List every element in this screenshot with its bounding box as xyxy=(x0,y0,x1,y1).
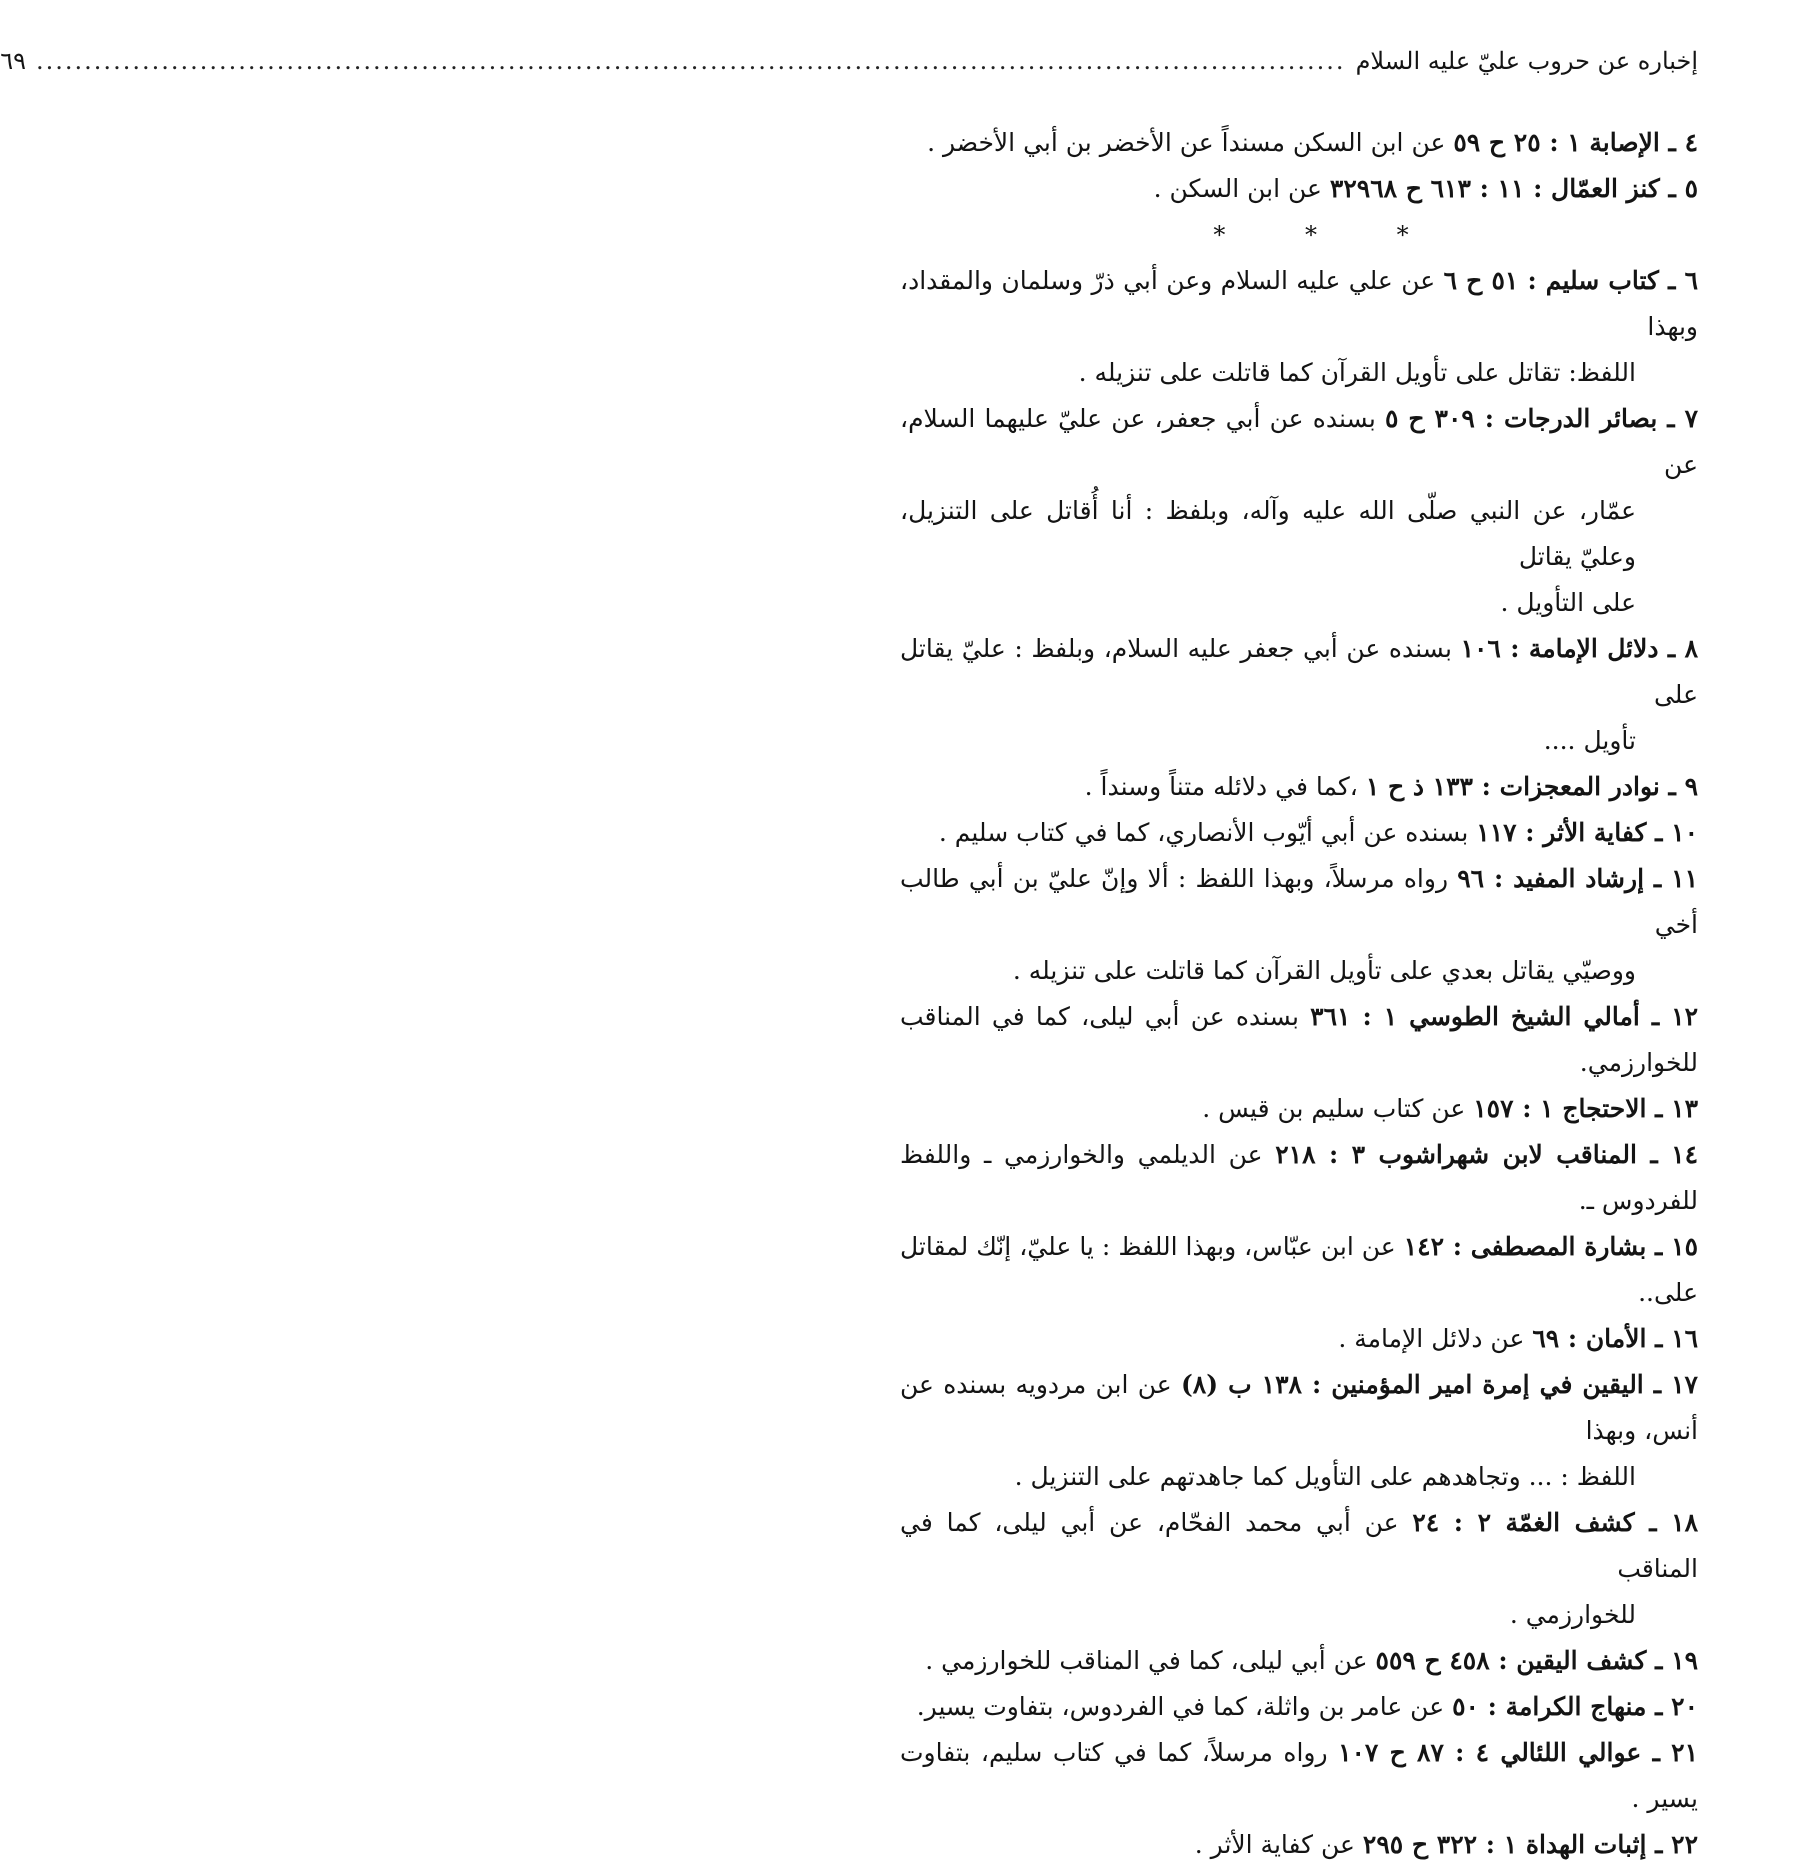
reference-first-line xyxy=(900,764,1698,810)
reference-entry xyxy=(900,1500,1698,1638)
reference-continuation: ووصيّي يقاتل بعدي على تأويل القرآن كما قاتلت على تنزيله . xyxy=(1012,956,1636,985)
reference-entry xyxy=(900,1730,1698,1822)
reference-source: ٢١ ـ عوالي اللئالي ٤ : ٨٧ ح ١٠٧ xyxy=(1338,1738,1699,1767)
reference-first-line xyxy=(900,1224,1698,1316)
reference-entry xyxy=(900,1132,1698,1224)
reference-text: بسنده عن أبي أيّوب الأنصاري، كما في كتاب سليم . xyxy=(938,818,1469,847)
reference-continuation: تأويل .... xyxy=(1543,726,1636,755)
reference-entry xyxy=(900,120,1698,166)
reference-first-line xyxy=(900,1316,1698,1362)
reference-source: ١٩ ـ كشف اليقين : ٤٥٨ ح ٥٥٩ xyxy=(1375,1646,1698,1675)
reference-source: ٩ ـ نوادر المعجزات : ١٣٣ ذ ح ١ xyxy=(1365,772,1698,801)
reference-source: ٦ ـ كتاب سليم : ٥١ ح ٦ xyxy=(1443,266,1699,295)
reference-text: عن كفاية الأثر . xyxy=(1194,1830,1355,1859)
reference-entry xyxy=(900,1822,1698,1868)
reference-continuation: للخوارزمي . xyxy=(1509,1600,1636,1629)
reference-text: عن دلائل الإمامة . xyxy=(1338,1324,1525,1353)
reference-entry xyxy=(900,764,1698,810)
reference-text: عن ابن السكن مسنداً عن الأخضر بن أبي الأخضر . xyxy=(927,128,1446,157)
reference-source: ٥ ـ كنز العمّال : ١١ : ٦١٣ ح ٣٢٩٦٨ xyxy=(1329,174,1698,203)
reference-text: عن أبي محمد الفحّام، عن أبي ليلى، كما في المناقب xyxy=(900,1508,1698,1583)
reference-first-line xyxy=(900,166,1698,212)
chapter-title: إخباره عن حروب عليّ عليه السلام xyxy=(1355,47,1698,75)
reference-source: ١٤ ـ المناقب لابن شهراشوب ٣ : ٢١٨ xyxy=(1275,1140,1699,1169)
reference-text: عن ابن مردويه بسنده عن أنس، وبهذا xyxy=(900,1370,1698,1445)
reference-first-line xyxy=(900,1684,1698,1730)
dot-leader: ........................................................................................................................................ xyxy=(36,47,1346,75)
reference-entry xyxy=(900,166,1698,212)
reference-text: عن علي عليه السلام وعن أبي ذرّ وسلمان والمقداد، وبهذا xyxy=(900,266,1698,341)
reference-entry xyxy=(900,1638,1698,1684)
reference-text: رواه مرسلاً، وبهذا اللفظ : ألا وإنّ عليّ بن أبي طالب أخي xyxy=(900,864,1698,939)
reference-first-line xyxy=(900,1638,1698,1684)
reference-first-line xyxy=(900,120,1698,166)
reference-first-line xyxy=(900,1500,1698,1592)
reference-continuation: عمّار، عن النبي صلّى الله عليه وآله، وبلفظ : أنا أُقاتل على التنزيل، وعليّ يقاتل xyxy=(900,496,1636,571)
reference-continuation: اللفظ: تقاتل على تأويل القرآن كما قاتلت على تنزيله . xyxy=(1078,358,1636,387)
reference-text: بسنده عن أبي جعفر، عن عليّ عليهما السلام، عن xyxy=(900,404,1698,479)
reference-first-line xyxy=(900,1086,1698,1132)
reference-text: عن الديلمي والخوارزمي ـ واللفظ للفردوس ـ. xyxy=(900,1140,1698,1215)
reference-text: عن ابن عبّاس، وبهذا اللفظ : يا عليّ، إنّك لمقاتل على.. xyxy=(900,1232,1698,1307)
reference-first-line xyxy=(900,1362,1698,1454)
page-number: ٦٩ xyxy=(0,47,27,75)
reference-entry xyxy=(900,396,1698,626)
reference-source: ١٠ ـ كفاية الأثر : ١١٧ xyxy=(1476,818,1698,847)
reference-entry xyxy=(900,626,1698,764)
reference-text: ،كما في دلائله متناً وسنداً . xyxy=(1084,772,1358,801)
reference-source: ١٧ ـ اليقين في إمرة امير المؤمنين : ١٣٨ ب (٨) xyxy=(1180,1370,1698,1399)
reference-first-line xyxy=(900,810,1698,856)
reference-first-line xyxy=(900,396,1698,488)
references-after-separator xyxy=(900,258,1698,1868)
section-separator: * * * xyxy=(1213,221,1445,249)
reference-entry xyxy=(900,994,1698,1086)
reference-first-line xyxy=(900,258,1698,350)
reference-first-line xyxy=(900,856,1698,948)
references-list xyxy=(900,120,1698,1868)
reference-source: ٤ ـ الإصابة ١ : ٢٥ ح ٥٩ xyxy=(1453,128,1698,157)
reference-source: ٧ ـ بصائر الدرجات : ٣٠٩ ح ٥ xyxy=(1385,404,1698,433)
reference-entry xyxy=(900,1224,1698,1316)
reference-source: ١٢ ـ أمالي الشيخ الطوسي ١ : ٣٦١ xyxy=(1310,1002,1698,1031)
reference-source: ١٨ ـ كشف الغمّة ٢ : ٢٤ xyxy=(1412,1508,1698,1537)
reference-text: رواه مرسلاً، كما في كتاب سليم، بتفاوت يسير . xyxy=(900,1738,1698,1813)
reference-text: عن كتاب سليم بن قيس . xyxy=(1202,1094,1466,1123)
reference-entry xyxy=(900,1086,1698,1132)
reference-first-line xyxy=(900,1132,1698,1224)
reference-source: ١٥ ـ بشارة المصطفى : ١٤٢ xyxy=(1403,1232,1699,1261)
reference-entry xyxy=(900,856,1698,994)
references-before-separator xyxy=(900,120,1698,212)
reference-entry xyxy=(900,1684,1698,1730)
reference-entry xyxy=(900,1316,1698,1362)
reference-entry xyxy=(900,1362,1698,1500)
reference-first-line xyxy=(900,626,1698,718)
reference-first-line xyxy=(900,994,1698,1086)
reference-text: بسنده عن أبي ليلى، كما في المناقب للخوارزمي. xyxy=(900,1002,1698,1077)
reference-source: ٨ ـ دلائل الإمامة : ١٠٦ xyxy=(1460,634,1698,663)
reference-text: عن أبي ليلى، كما في المناقب للخوارزمي . xyxy=(925,1646,1368,1675)
reference-continuation: اللفظ : ... وتجاهدهم على التأويل كما جاهدتهم على التنزيل . xyxy=(1014,1462,1636,1491)
reference-source: ٢٢ ـ إثبات الهداة ١ : ٣٢٢ ح ٢٩٥ xyxy=(1362,1830,1698,1859)
reference-source: ١٣ ـ الاحتجاج ١ : ١٥٧ xyxy=(1473,1094,1698,1123)
reference-text: عن ابن السكن . xyxy=(1153,174,1322,203)
reference-source: ١٦ ـ الأمان : ٦٩ xyxy=(1532,1324,1698,1353)
reference-entry xyxy=(900,258,1698,396)
reference-entry xyxy=(900,810,1698,856)
reference-text: بسنده عن أبي جعفر عليه السلام، وبلفظ : عليّ يقاتل على xyxy=(900,634,1698,709)
reference-source: ٢٠ ـ منهاج الكرامة : ٥٠ xyxy=(1452,1692,1698,1721)
reference-first-line xyxy=(900,1822,1698,1868)
reference-continuation: على التأويل . xyxy=(1500,588,1636,617)
reference-source: ١١ ـ إرشاد المفيد : ٩٦ xyxy=(1457,864,1699,893)
reference-first-line xyxy=(900,1730,1698,1822)
reference-text: عن عامر بن واثلة، كما في الفردوس، بتفاوت يسير. xyxy=(916,1692,1445,1721)
running-header xyxy=(0,40,1698,82)
